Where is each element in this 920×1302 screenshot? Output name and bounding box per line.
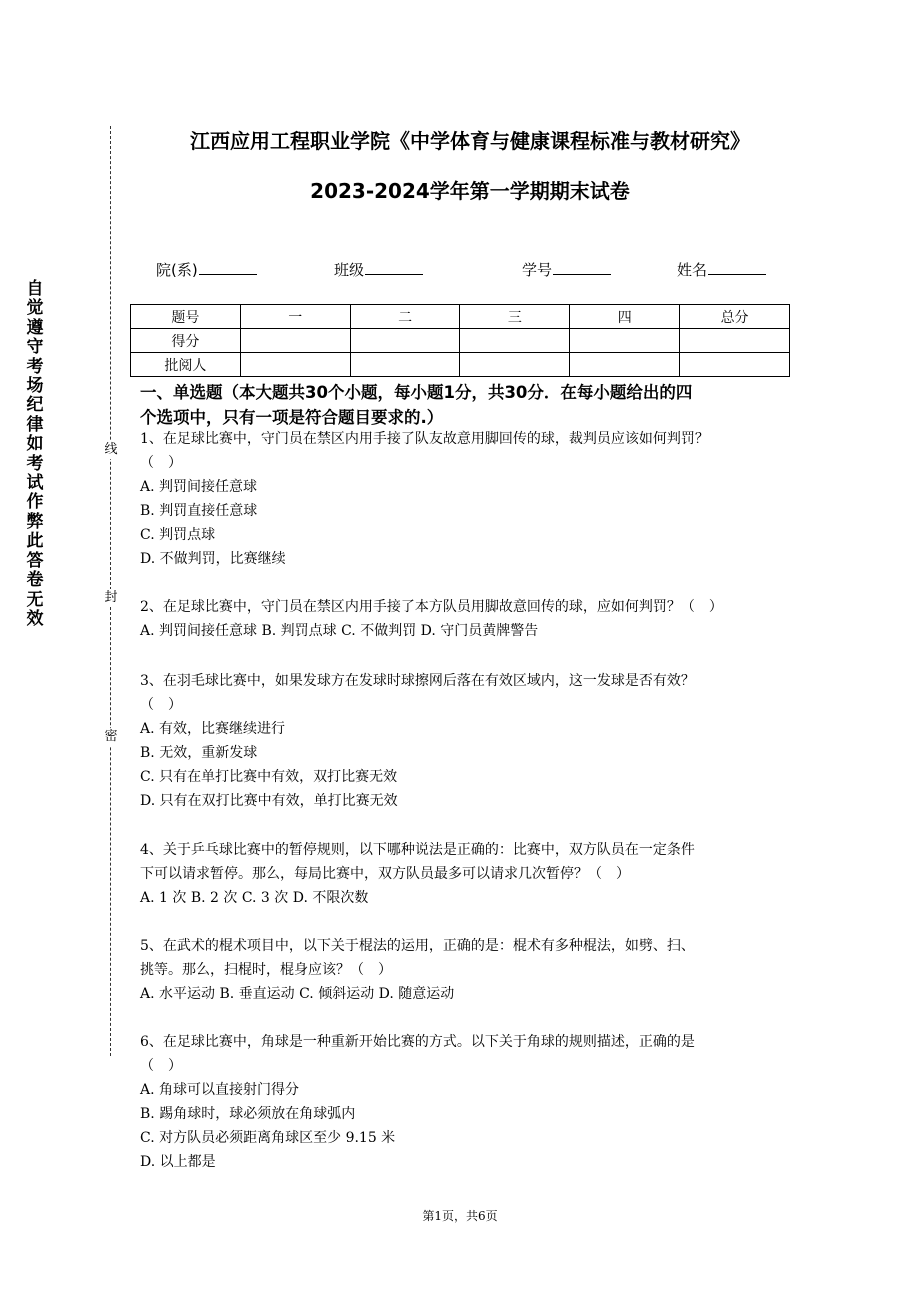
exam-title-line1: 江西应用工程职业学院《中学体育与健康课程标准与教材研究》 [190,129,750,153]
dept-field [156,259,257,280]
score-cell[interactable] [240,353,350,377]
question-text: （ ） [140,697,182,713]
answer-option[interactable]: A. 1 次 B. 2 次 C. 3 次 D. 不限次数 [140,890,369,906]
section-heading-line1: 一、单选题（本大题共30个小题，每小题1分，共30分．在每小题给出的四 [140,383,693,402]
answer-option[interactable]: A. 角球可以直接射门得分 [140,1082,300,1098]
score-cell[interactable] [240,329,350,353]
score-table-row [131,329,790,353]
score-header-cell: 总分 [680,305,790,329]
exam-rules-notice: 自觉遵守考场纪律如考试作弊此答卷无效 [26,279,44,629]
name-blank[interactable] [708,260,766,275]
binding-label-seal: 封 [102,589,120,607]
student-id-label: 学号 [522,261,553,279]
student-info-row [0,259,920,281]
score-cell[interactable] [460,353,570,377]
question-2 [140,595,790,643]
answer-option[interactable]: B. 踢角球时，球必须放在角球弧内 [140,1106,356,1122]
answer-option[interactable]: C. 对方队员必须距离角球区至少 9.15 米 [140,1130,396,1146]
question-4 [140,838,790,910]
section-heading-line2: 个选项中，只有一项是符合题目要求的.） [140,408,444,427]
dept-label: 院(系) [156,261,198,279]
score-header-cell: 二 [350,305,460,329]
exam-title-line2: 2023-2024学年第一学期期末试卷 [310,179,630,203]
score-header-cell: 一 [240,305,350,329]
answer-option[interactable]: C. 只有在单打比赛中有效，双打比赛无效 [140,769,398,785]
question-text: 挑等。那么，扫棍时，棍身应该？（ ） [140,962,392,978]
score-row-label: 批阅人 [131,353,241,377]
question-text: 下可以请求暂停。那么，每局比赛中，双方队员最多可以请求几次暂停？（ ） [140,866,630,882]
score-table [130,304,790,377]
answer-option[interactable]: A. 判罚间接任意球 B. 判罚点球 C. 不做判罚 D. 守门员黄牌警告 [140,623,539,639]
score-header-cell: 题号 [131,305,241,329]
question-text: （ ） [140,1058,182,1074]
binding-label-secret: 密 [102,728,120,746]
score-table-row [131,353,790,377]
answer-option[interactable]: A. 水平运动 B. 垂直运动 C. 倾斜运动 D. 随意运动 [140,986,455,1002]
question-text: 6、在足球比赛中，角球是一种重新开始比赛的方式。以下关于角球的规则描述，正确的是 [140,1034,695,1050]
question-text: （ ） [140,455,182,471]
score-cell[interactable] [680,353,790,377]
question-text: 5、在武术的棍术项目中，以下关于棍法的运用，正确的是：棍术有多种棍法，如劈、扫、 [140,938,695,954]
question-text: 4、关于乒乓球比赛中的暂停规则，以下哪种说法是正确的：比赛中，双方队员在一定条件 [140,842,695,858]
score-header-cell: 三 [460,305,570,329]
class-label: 班级 [334,261,365,279]
answer-option[interactable]: B. 无效，重新发球 [140,745,258,761]
question-text: 2、在足球比赛中，守门员在禁区内用手接了本方队员用脚故意回传的球，应如何判罚？（ ） [140,599,723,615]
dept-blank[interactable] [199,260,257,275]
name-label: 姓名 [677,261,708,279]
question-5 [140,934,790,1006]
score-cell[interactable] [570,329,680,353]
score-cell[interactable] [570,353,680,377]
answer-option[interactable]: B. 判罚直接任意球 [140,503,258,519]
question-6 [140,1030,790,1174]
score-cell[interactable] [680,329,790,353]
student-id-field [522,259,611,280]
score-cell[interactable] [350,329,460,353]
answer-option[interactable]: C. 判罚点球 [140,527,216,543]
question-1 [140,427,790,571]
section-heading [140,380,785,430]
page-number: 第1页，共6页 [422,1209,498,1223]
question-text: 3、在羽毛球比赛中，如果发球方在发球时球擦网后落在有效区域内，这一发球是否有效？ [140,673,695,689]
score-table-header-row [131,305,790,329]
answer-option[interactable]: A. 有效，比赛继续进行 [140,721,286,737]
answer-option[interactable]: D. 不做判罚，比赛继续 [140,551,286,567]
question-text: 1、在足球比赛中，守门员在禁区内用手接了队友故意用脚回传的球，裁判员应该如何判罚？ [140,431,709,447]
score-row-label: 得分 [131,329,241,353]
name-field [677,259,766,280]
answer-option[interactable]: D. 只有在双打比赛中有效，单打比赛无效 [140,793,398,809]
binding-label-line: 线 [102,441,120,459]
score-cell[interactable] [460,329,570,353]
student-id-blank[interactable] [553,260,611,275]
question-3 [140,669,790,813]
score-cell[interactable] [350,353,460,377]
answer-option[interactable]: D. 以上都是 [140,1154,216,1170]
score-header-cell: 四 [570,305,680,329]
class-field [334,259,423,280]
class-blank[interactable] [365,260,423,275]
answer-option[interactable]: A. 判罚间接任意球 [140,479,258,495]
